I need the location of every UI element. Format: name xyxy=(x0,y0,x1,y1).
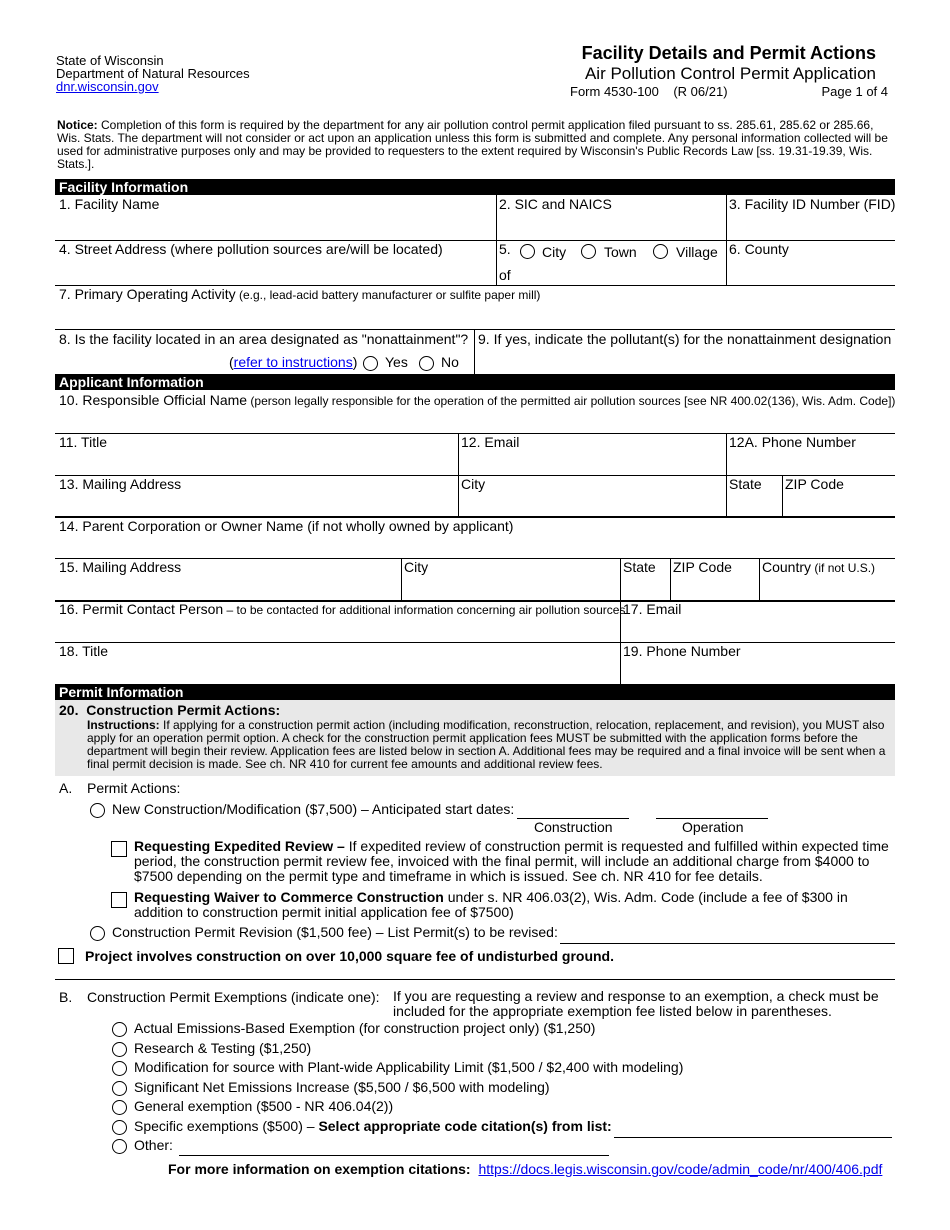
exemption-radio-specific[interactable] xyxy=(112,1120,127,1135)
nonattainment-question: 8. Is the facility located in an area designated as "nonattainment"? xyxy=(59,331,469,347)
municipality-village-label: Village xyxy=(676,244,718,260)
sic-naics-label: 2. SIC and NAICS xyxy=(499,196,612,212)
form-number: Form 4530-100 (R 06/21) xyxy=(570,84,728,99)
exemption-option-label: General exemption ($500 - NR 406.04(2)) xyxy=(134,1098,394,1114)
official-zip-label: ZIP Code xyxy=(785,476,844,492)
municipality-town-label: Town xyxy=(604,244,637,260)
county-label: 6. County xyxy=(729,241,789,257)
waiver-description: under s. NR 406.03(2), Wis. Adm. Code (include a fee of $300 in addition to construction permit initial application fee of $7500) xyxy=(134,889,848,920)
municipality-of-label: of xyxy=(499,267,511,283)
waiver-text xyxy=(134,890,879,920)
page-number: Page 1 of 4 xyxy=(821,84,888,99)
department-name: Department of Natural Resources xyxy=(56,66,250,81)
section-b-note: If you are requesting a review and response to an exemption, a check must be included for the appropriate exemption fee listed below in parentheses. xyxy=(393,988,879,1019)
expedited-review-text xyxy=(134,839,894,884)
nonattainment-no-radio[interactable] xyxy=(419,356,434,371)
specific-exemptions-instruction: Select appropriate code citation(s) from list: xyxy=(318,1118,612,1134)
contact-title-label: 18. Title xyxy=(59,643,109,659)
nonattainment-yes-label: Yes xyxy=(385,354,408,370)
official-city-label: City xyxy=(461,476,486,492)
parent-city-label: City xyxy=(404,559,429,575)
exemption-option-label: Modification for source with Plant-wide Applicability Limit ($1,500 / $2,400 with modeling) xyxy=(134,1059,684,1075)
exemption-radio-general[interactable] xyxy=(112,1100,127,1115)
section-b-title: Construction Permit Exemptions (indicate one): xyxy=(87,989,380,1005)
operation-date-caption: Operation xyxy=(682,819,744,835)
responsible-official-hint: (person legally responsible for the operation of the permitted air pollution sources [see NR 400.02(136), Wis. Adm. Code]) xyxy=(247,394,896,408)
primary-activity-title: 7. Primary Operating Activity xyxy=(59,286,236,302)
municipality-town-radio[interactable] xyxy=(581,244,596,259)
exemption-radio-research-testing[interactable] xyxy=(112,1042,127,1057)
more-info-line xyxy=(168,1161,882,1177)
expedited-review-checkbox[interactable] xyxy=(111,841,127,857)
notice-label: Notice: xyxy=(57,118,98,132)
permit-revision-radio[interactable] xyxy=(90,926,105,941)
official-mailing-address-label: 13. Mailing Address xyxy=(59,476,182,492)
facility-section-heading: Facility Information xyxy=(55,179,895,195)
parent-country-title: Country xyxy=(762,559,812,575)
applicant-section-heading: Applicant Information xyxy=(55,374,895,390)
facility-name-label: 1. Facility Name xyxy=(59,196,160,212)
expedited-review-description: If expedited review of construction permit is requested and fulfilled within expected time period, the construction permit review fee, invoiced with the final permit, will include an additional charge from $4000 to $7500 depending on the permit type and timeframe in which is issued. See ch. NR 410 for fee details. xyxy=(134,838,889,884)
more-info-label: For more information on exemption citations: xyxy=(168,1161,471,1177)
municipality-village-radio[interactable] xyxy=(653,244,668,259)
construction-instructions xyxy=(87,719,887,771)
contact-phone-label: 19. Phone Number xyxy=(623,643,741,659)
other-exemption-label: Other: xyxy=(134,1137,173,1153)
specific-exemptions-input[interactable] xyxy=(614,1137,892,1138)
municipality-label: 5. xyxy=(499,241,511,257)
agency-block xyxy=(56,54,250,93)
official-title-label: 11. Title xyxy=(59,434,107,450)
permit-revision-input[interactable] xyxy=(560,943,895,944)
exemption-option-label: Actual Emissions-Based Exemption (for construction project only) ($1,250) xyxy=(134,1020,596,1036)
nonattainment-no-label: No xyxy=(441,354,459,370)
responsible-official-label xyxy=(59,392,895,408)
exemption-radio-pal-modification[interactable] xyxy=(112,1061,127,1076)
notice-text: Completion of this form is required by the department for any air pollution control permit application filed pursuant to ss. 285.61, 285.62 or 285.66, Wis. Stats. The department will not consider or act upon an application unless this form is submitted and complete. Any personal information collected will be used for administrative purposes only and may be provided to requesters to the extent required by Wisconsin's Public Records Law [ss. 19.31-19.39, Wis. Stats.]. xyxy=(57,118,888,171)
instructions-text: If applying for a construction permit action (including modification, reconstruction, relocation, replacement, and revision), you MUST also apply for an operation permit option. A check for the construction permit application fees MUST be submitted with the application forms before the department will begin their review. Application fees are listed below in section A. Additional fees may be required and a final invoice will be sent when a final permit decision is made. See ch. NR 410 for current fee amounts and additional review fees. xyxy=(87,718,886,771)
nonattainment-yes-radio[interactable] xyxy=(363,356,378,371)
fid-label: 3. Facility ID Number (FID) xyxy=(729,196,896,212)
official-email-label: 12. Email xyxy=(461,434,520,450)
state-name: State of Wisconsin xyxy=(56,53,164,68)
exemption-citations-link[interactable]: https://docs.legis.wisconsin.gov/code/admin_code/nr/400/406.pdf xyxy=(478,1161,883,1177)
parent-state-label: State xyxy=(623,559,656,575)
section-a-letter: A. xyxy=(59,780,73,796)
contact-person-hint: – to be contacted for additional information concerning air pollution sources xyxy=(223,603,626,617)
exemption-radio-actual-emissions[interactable] xyxy=(112,1022,127,1037)
primary-activity-label xyxy=(59,286,540,302)
new-construction-label: New Construction/Modification ($7,500) – Anticipated start dates: xyxy=(112,801,515,817)
contact-person-title: 16. Permit Contact Person xyxy=(59,601,224,617)
instructions-label: Instructions: xyxy=(87,718,160,732)
official-state-label: State xyxy=(729,476,762,492)
nonattainment-pollutant-label: 9. If yes, indicate the pollutant(s) for the nonattainment designation xyxy=(478,331,892,347)
waiver-checkbox[interactable] xyxy=(111,892,127,908)
exemption-option-label: Research & Testing ($1,250) xyxy=(134,1040,312,1056)
municipality-city-radio[interactable] xyxy=(520,244,535,259)
permit-revision-label: Construction Permit Revision ($1,500 fee) – List Permit(s) to be revised: xyxy=(112,924,558,940)
other-exemption-input[interactable] xyxy=(179,1155,609,1156)
construction-permit-actions-heading: 20. Construction Permit Actions: xyxy=(59,702,281,718)
parent-corporation-label: 14. Parent Corporation or Owner Name (if not wholly owned by applicant) xyxy=(59,518,514,534)
official-phone-label: 12A. Phone Number xyxy=(729,434,856,450)
exemption-radio-other[interactable] xyxy=(112,1139,127,1154)
specific-exemptions-label xyxy=(134,1118,612,1134)
section-b-letter: B. xyxy=(59,989,73,1005)
waiver-title: Requesting Waiver to Commerce Construction xyxy=(134,889,444,905)
contact-person-label xyxy=(59,601,625,617)
primary-activity-hint: (e.g., lead-acid battery manufacturer or sulfite paper mill) xyxy=(235,288,541,302)
street-address-label: 4. Street Address (where pollution sources are/will be located) xyxy=(59,241,443,257)
website-link[interactable]: dnr.wisconsin.gov xyxy=(56,79,159,94)
nonattainment-instructions: (refer to instructions) xyxy=(229,354,358,370)
responsible-official-title: 10. Responsible Official Name xyxy=(59,392,248,408)
refer-to-instructions-link[interactable]: refer to instructions xyxy=(233,354,353,370)
form-subtitle: Air Pollution Control Permit Application xyxy=(584,64,876,83)
permit-section-heading: Permit Information xyxy=(55,684,895,700)
notice xyxy=(57,119,892,171)
undisturbed-ground-checkbox[interactable] xyxy=(58,948,74,964)
construction-date-caption: Construction xyxy=(534,819,613,835)
parent-mailing-address-label: 15. Mailing Address xyxy=(59,559,182,575)
undisturbed-ground-label: Project involves construction on over 10,000 square fee of undisturbed ground. xyxy=(85,948,614,964)
exemption-option-label: Significant Net Emissions Increase ($5,500 / $6,500 with modeling) xyxy=(134,1079,550,1095)
exemption-radio-net-emissions[interactable] xyxy=(112,1081,127,1096)
specific-exemptions-text: Specific exemptions ($500) – xyxy=(134,1118,319,1134)
new-construction-radio[interactable] xyxy=(90,803,105,818)
municipality-city-label: City xyxy=(542,244,567,260)
title-block xyxy=(582,42,876,84)
parent-country-label xyxy=(762,559,875,575)
contact-email-label: 17. Email xyxy=(623,601,682,617)
section-a-title: Permit Actions: xyxy=(87,780,181,796)
expedited-review-title: Requesting Expedited Review – xyxy=(134,838,345,854)
parent-country-hint: (if not U.S.) xyxy=(811,561,876,575)
form-title: Facility Details and Permit Actions xyxy=(581,43,876,63)
parent-zip-label: ZIP Code xyxy=(673,559,732,575)
